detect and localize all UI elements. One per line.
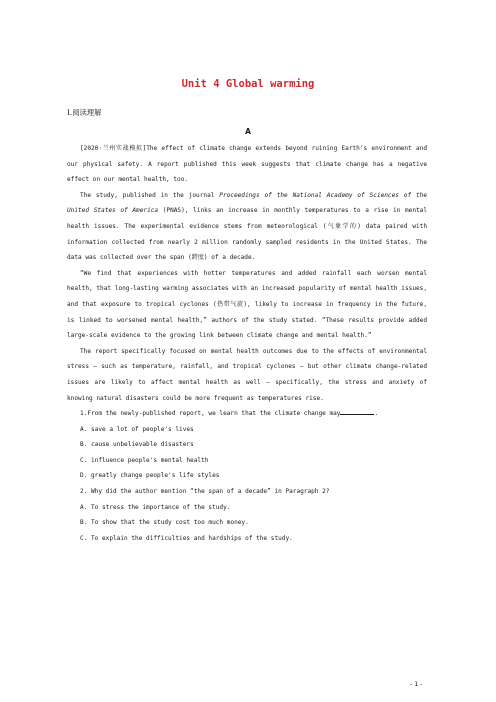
passage-label: A xyxy=(245,127,251,136)
q2-option-a: A. To stress the importance of the study. xyxy=(80,503,231,511)
paragraph-3: “We find that experiences with hotter temperatures and added rainfall each worsen mental health, that long-lasting warming associates with an increased popularity of mental health issues, and that exposure to tropical cyclones (热带气旋), likely to increase in frequency in the future, is linked to worsened mental health,” authors of the study stated. “These results provide added large-scale evidence to the growing link between climate change and mental health.” xyxy=(67,269,427,340)
paragraph-2 xyxy=(67,188,427,266)
q2-option-b: B. To show that the study cost too much money. xyxy=(80,519,249,527)
paragraph-1: [2020·兰州实战模拟]The effect of climate change extends beyond ruining Earth's environment and our physical safety. A report published this week suggests that climate change has a negative effect on our mental health, too. xyxy=(67,145,427,184)
q2-option-c: C. To explain the difficulties and hardships of the study. xyxy=(80,534,293,542)
paragraph-4: The report specifically focused on mental health outcomes due to the effects of environmental stress — such as temperature, rainfall, and tropical cyclones — but other climate change-related issues are likely to affect mental health as well — specifically, the stress and anxiety of knowing natural disasters could be more frequent as temperatures rise. xyxy=(67,347,427,402)
question-1-text: 1.From the newly-published report, we learn that the climate change may xyxy=(80,410,341,418)
q1-option-b: B. cause unbelievable disasters xyxy=(80,441,194,449)
question-2-stem: 2. Why did the author mention “the span of a decade” in Paragraph 2? xyxy=(80,488,330,496)
q1-option-c: C. influence people's mental health xyxy=(80,456,209,464)
section-heading: Ⅰ.阅读理解 xyxy=(67,108,102,117)
q1-option-a: A. save a lot of people's lives xyxy=(80,425,194,433)
answer-blank xyxy=(340,408,374,415)
question-1-end: . xyxy=(374,410,379,418)
unit-title: Unit 4 Global warming xyxy=(181,78,315,90)
page-number: - 1 - xyxy=(410,681,423,688)
passage-body xyxy=(67,141,427,546)
paragraph-2-rest: (PNAS), links an increase in monthly temperatures to a rise in mental health issues. The experimental evidence stems from meteorological (气象学的) data paired with information collected from nearly 2 million randomly sampled residents in the United States. The data was collected over the span (跨度) of a decade. xyxy=(67,207,427,262)
paragraph-2-intro: The study, published in the journal xyxy=(80,191,220,199)
q1-option-d: D. greatly change people's life styles xyxy=(80,472,220,480)
journal-name: Proceedings of the National Academy of Sciences of the United States of America xyxy=(67,191,427,215)
question-1-stem xyxy=(67,406,427,422)
